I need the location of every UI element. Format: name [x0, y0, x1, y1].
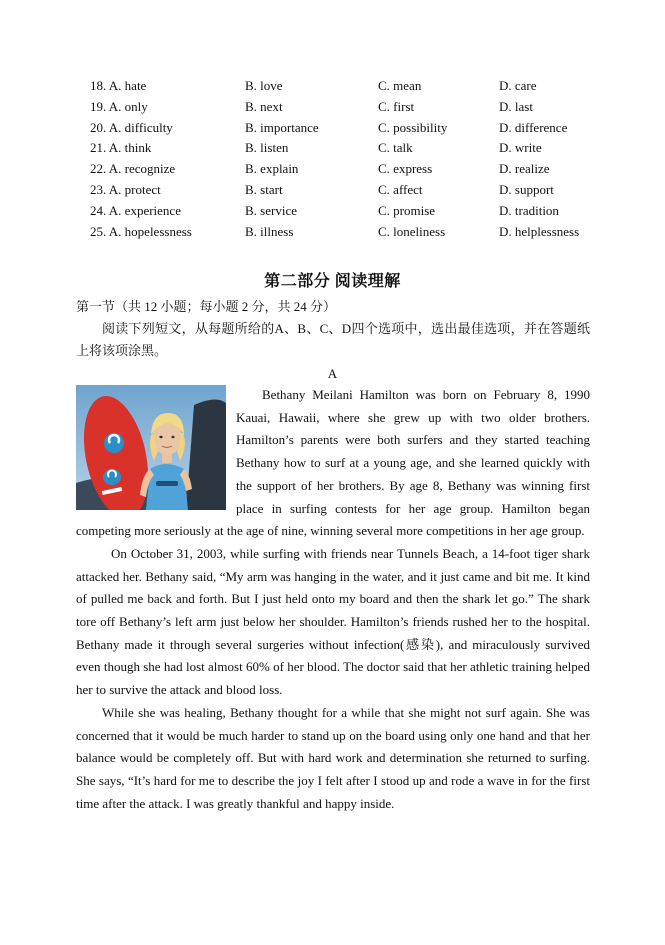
option-b: B. love: [245, 78, 283, 93]
option-c: C. express: [378, 161, 433, 177]
option-d: D. helplessness: [499, 223, 580, 239]
option-a: 20. A. difficulty: [90, 119, 173, 135]
option-a: 21. A. think: [90, 140, 152, 156]
option-b: B. next: [245, 98, 283, 114]
option-row: [0, 159, 665, 180]
instruction-text: 阅读下列短文，从每题所给的A、B、C、D四个选项中，选出最佳选项，并在答题纸上将该项涂黑。: [76, 321, 590, 358]
option-d: D. tradition: [499, 202, 559, 218]
passage-body: [76, 384, 590, 815]
option-row: [0, 201, 665, 222]
option-a: 23. A. protect: [90, 181, 161, 197]
option-row: [0, 222, 665, 243]
option-c: C. mean: [378, 78, 422, 93]
passage-label: A: [327, 366, 338, 381]
option-b: B. listen: [245, 140, 289, 156]
option-row: [0, 76, 665, 97]
option-a: 22. A. recognize: [90, 161, 176, 177]
option-b: B. start: [245, 181, 283, 197]
option-d: D. realize: [499, 161, 550, 177]
option-c: C. promise: [378, 202, 436, 218]
option-row: [0, 180, 665, 201]
option-table: [0, 76, 665, 242]
option-a: 25. A. hopelessness: [90, 223, 192, 239]
passage-paragraph-2: On October 31, 2003, while surfing with friends near Tunnels Beach, a 14-foot tiger shark attacked her. Bethany said, “My arm was hanging in the water, and it just came and bit me. It kind of pulled me back and forth. But I just held onto my board and then the shark let go.” The shark tore off Bethany’s left arm just below her shoulder. Hamilton’s friends rushed her to the hospital. Bethany made it through several surgeries without infection(感染), and miraculously survived even though she had lost almost 60% of her blood. The doctor said that her athletic training helped her to survive the attack and blood loss.: [76, 545, 590, 698]
option-d: D. difference: [499, 119, 568, 135]
option-b: B. explain: [245, 161, 299, 177]
option-a: 19. A. only: [90, 98, 148, 114]
passage-paragraph-1: Bethany Meilani Hamilton was born on February 8, 1990 Kauai, Hawaii, where she grew up with two older brothers. Hamilton’s parents were both surfers and they started teaching Bethany how to surf at a young age, and she learned quickly with the support of her brothers. By age 8, Bethany was winning first place in surfing contests for her age group. Hamilton began competing more seriously at the age of nine, winning several more competitions in her age group.: [76, 387, 590, 539]
option-d: D. write: [499, 140, 542, 156]
option-row: [0, 118, 665, 139]
option-c: C. first: [378, 98, 415, 114]
option-c: C. loneliness: [378, 223, 446, 239]
option-c: C. affect: [378, 181, 423, 197]
option-row: [0, 138, 665, 159]
option-b: B. importance: [245, 119, 319, 135]
option-c: C. talk: [378, 140, 413, 156]
option-c: C. possibility: [378, 119, 448, 135]
option-b: B. service: [245, 202, 297, 218]
option-b: B. illness: [245, 223, 294, 239]
photo-spacer: [76, 384, 236, 518]
option-d: D. last: [499, 98, 533, 114]
section-subtitle: 第一节（共 12 小题；每小题 2 分，共 24 分）: [76, 299, 337, 314]
option-row: [0, 97, 665, 118]
section-title: 第二部分 阅读理解: [264, 273, 401, 290]
option-a: 24. A. experience: [90, 202, 181, 218]
passage-paragraph-3: While she was healing, Bethany thought for a while that she might not surf again. She was concerned that it would be much harder to stand up on the board using only one hand and that her balance would be completely off. But with hard work and determination she returned to surfing. She says, “It’s hard for me to describe the joy I felt after I stood up and rode a wave in for the first time after the attack. I was greatly thankful and happy inside.: [76, 704, 590, 811]
option-a: 18. A. hate: [90, 78, 147, 93]
option-d: D. care: [499, 78, 537, 93]
option-d: D. support: [499, 181, 554, 197]
